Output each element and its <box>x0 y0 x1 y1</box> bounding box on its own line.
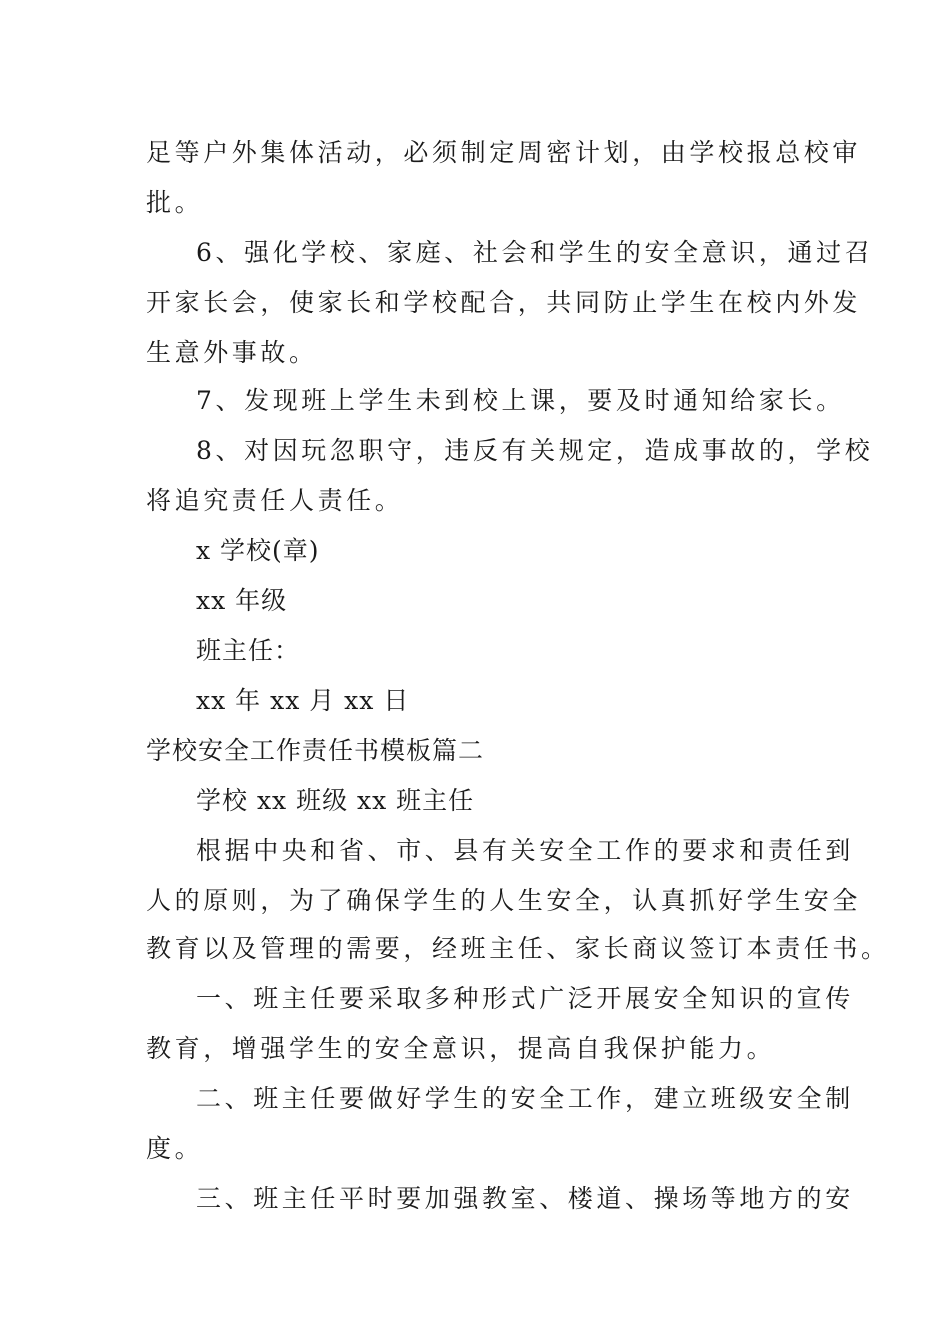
text-line: 7、发现班上学生未到校上课，要及时通知给家长。 <box>196 386 845 415</box>
school-seal-line: x 学校(章) <box>196 536 320 565</box>
grade-line: xx 年级 <box>196 586 288 615</box>
text-line: 教育，增强学生的安全意识，提高自我保护能力。 <box>146 1034 776 1063</box>
text-line: 6、强化学校、家庭、社会和学生的安全意识，通过召 <box>196 238 874 267</box>
parties-line: 学校 xx 班级 xx 班主任 <box>196 786 475 815</box>
text-line: 三、班主任平时要加强教室、楼道、操场等地方的安 <box>196 1184 854 1213</box>
date-line: xx 年 xx 月 xx 日 <box>196 686 410 715</box>
text-line: 人的原则，为了确保学生的人生安全，认真抓好学生安全 <box>146 886 862 915</box>
text-line: 生意外事故。 <box>146 338 318 367</box>
text-line: 教育以及管理的需要，经班主任、家长商议签订本责任书。 <box>146 934 890 963</box>
text-line: 二、班主任要做好学生的安全工作，建立班级安全制 <box>196 1084 854 1113</box>
text-line: 足等户外集体活动，必须制定周密计划，由学校报总校审 <box>146 138 862 167</box>
section-title: 学校安全工作责任书模板篇二 <box>146 736 485 765</box>
text-line: 一、班主任要采取多种形式广泛开展安全知识的宣传 <box>196 984 854 1013</box>
teacher-signature-line: 班主任： <box>196 636 301 665</box>
text-line: 开家长会，使家长和学校配合，共同防止学生在校内外发 <box>146 288 862 317</box>
text-line: 8、对因玩忽职守，违反有关规定，造成事故的，学校 <box>196 436 874 465</box>
text-line: 批。 <box>146 188 204 217</box>
text-line: 根据中央和省、市、县有关安全工作的要求和责任到 <box>196 836 854 865</box>
text-line: 将追究责任人责任。 <box>146 486 404 515</box>
text-line: 度。 <box>146 1134 204 1163</box>
